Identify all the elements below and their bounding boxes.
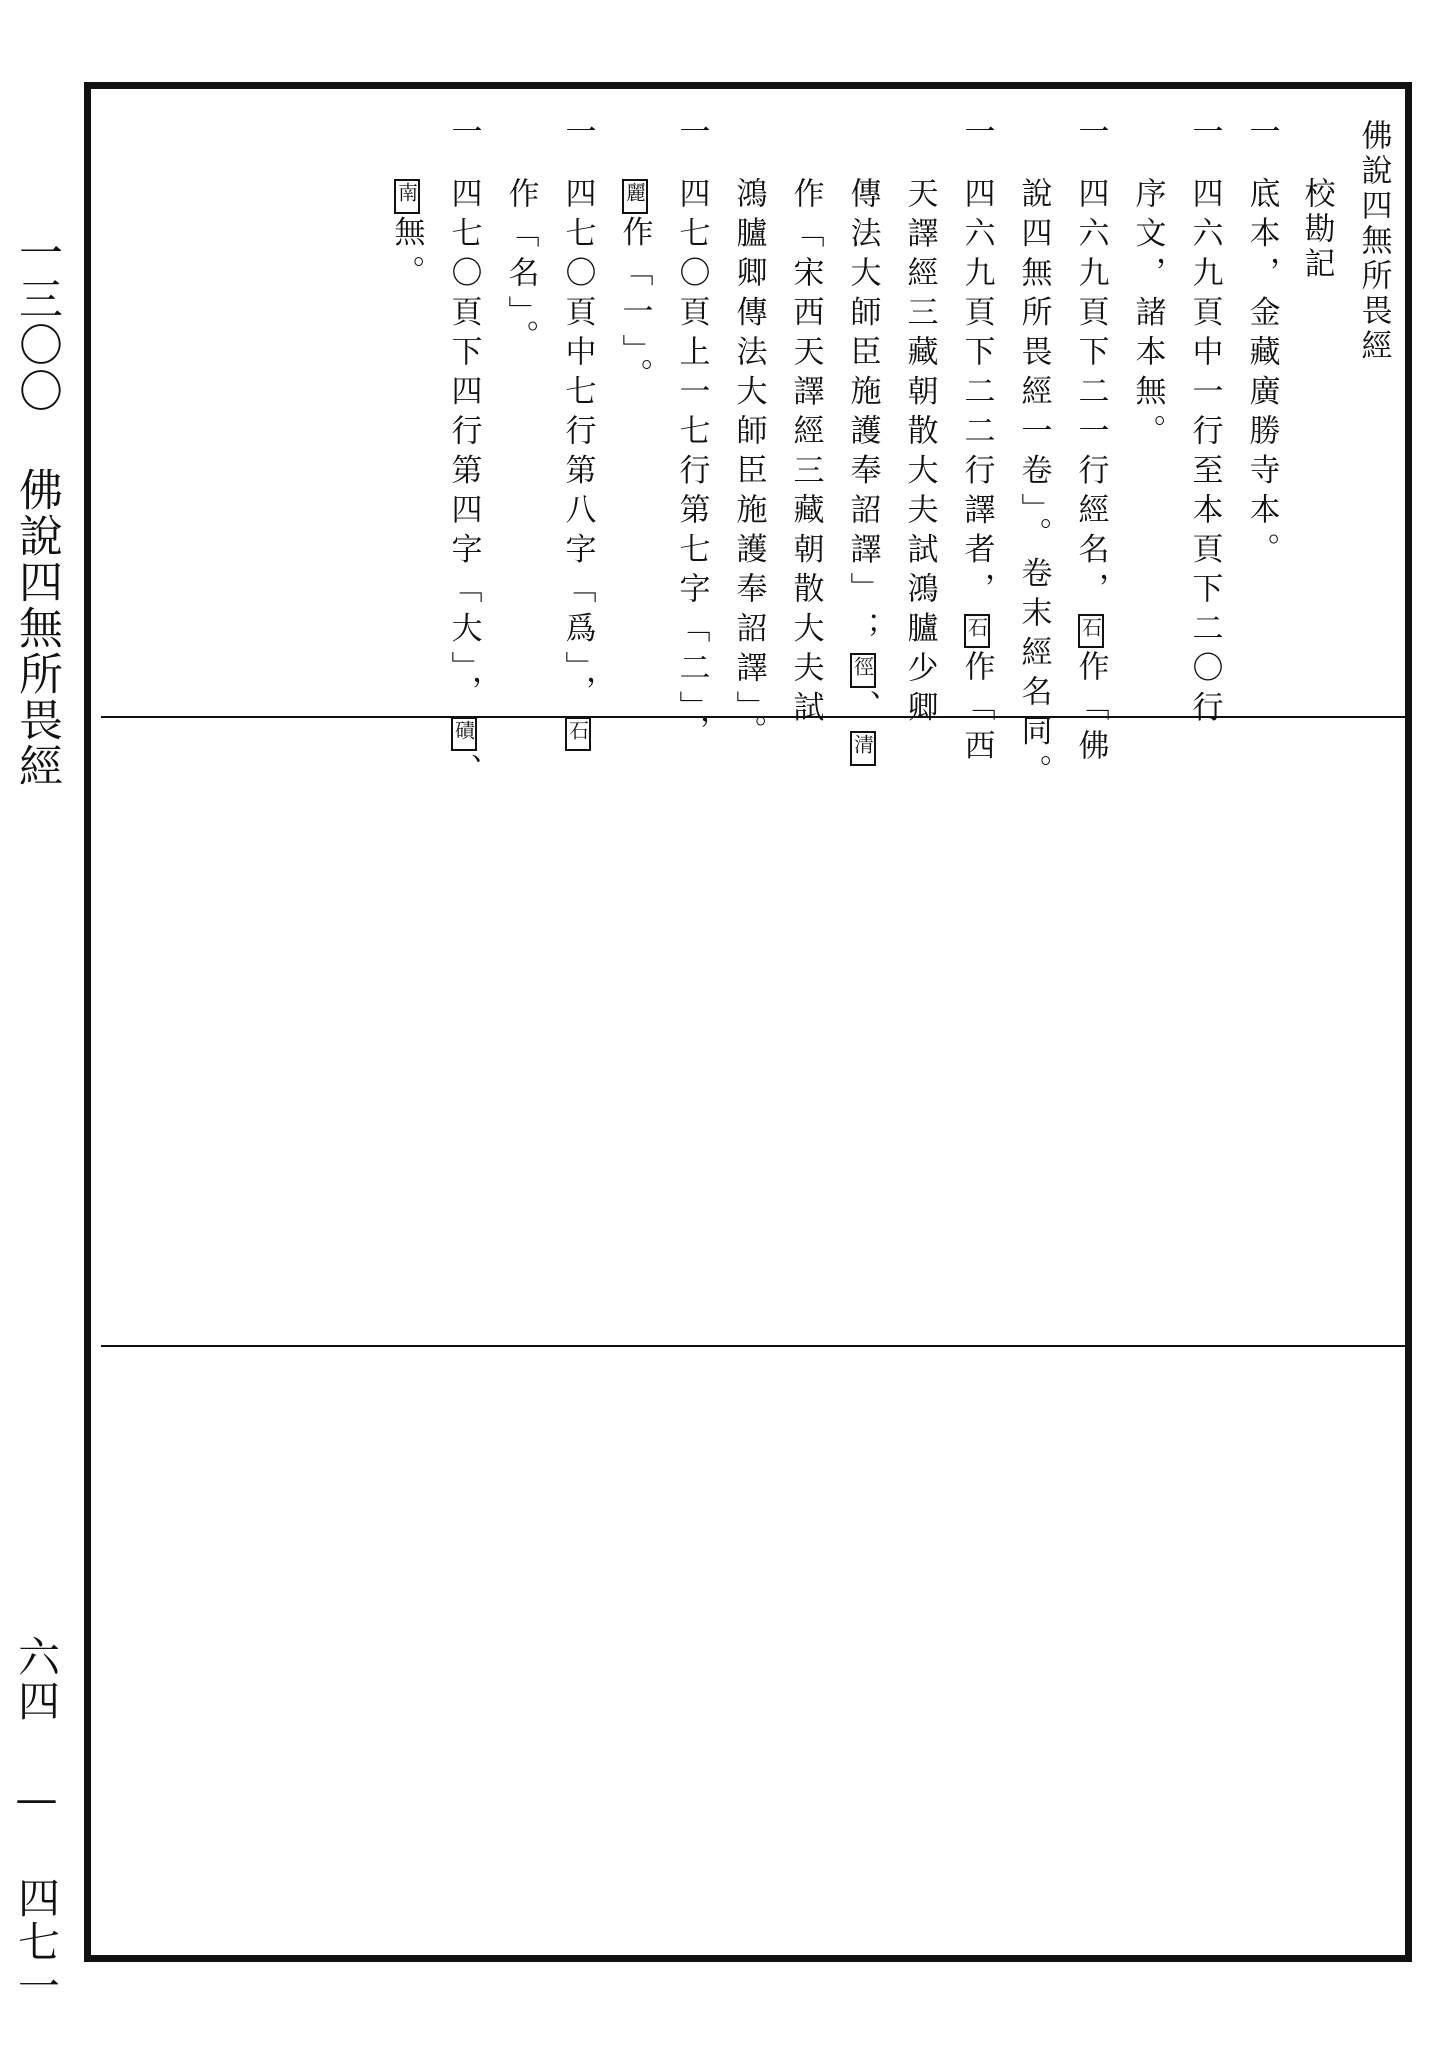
margin-right-text: 六四 — 四七一 [12, 1635, 61, 2008]
note-bullet: 一 [673, 115, 710, 155]
note-bullet: 一 [1243, 115, 1280, 155]
collation-notes-panel [121, 107, 1392, 794]
note-text: 四六九頁下二二行譯者，石作「西 [958, 177, 995, 769]
note-bullet: 一 [1072, 115, 1109, 155]
note-text: 四七〇頁下四行第四字「大」，磧、 [445, 177, 482, 793]
margin-left-title [0, 230, 72, 789]
note-text-cont: 南無。 [391, 177, 422, 295]
source-box: 徑 [850, 653, 876, 688]
note-bullet: 一 [445, 115, 482, 155]
note-text: 四七〇頁中七行第八字「爲」，石 [562, 177, 593, 753]
title-text: 佛說四無所畏經 [1355, 119, 1392, 364]
note-text: 底本，金藏廣勝寺本。 [1243, 177, 1280, 572]
note-text-cont: 鴻臚卿傳法大師臣施護奉詔譯」。 [730, 177, 767, 754]
note-text-cont: 麗作「一」。 [619, 177, 650, 398]
margin-page-number [0, 1635, 72, 2008]
source-box: 磧 [451, 717, 477, 752]
note-text: 四六九頁下二一行經名，石作「佛 [1072, 177, 1109, 769]
note-text-cont: 作「宋西天譯經三藏朝散大夫試 [787, 177, 824, 730]
note-text-cont: 說四無所畏經一卷」。卷末經名同。 [1015, 177, 1052, 794]
note-text-cont: 序文，諸本無。 [1129, 177, 1166, 454]
note-text: 四六九頁中一行至本頁下二〇行 [1186, 177, 1223, 730]
note-bullet: 一 [559, 115, 596, 155]
source-box: 石 [964, 614, 990, 649]
divider-lower [101, 1345, 1405, 1347]
source-box: 南 [394, 179, 420, 214]
subtitle-text: 校勘記 [1298, 177, 1335, 282]
source-box: 石 [565, 717, 591, 752]
page-frame [84, 82, 1412, 1962]
source-box: 麗 [622, 179, 648, 214]
note-text-cont: 作「名」。 [502, 177, 539, 359]
note-text-cont: 傳法大師臣施護奉詔譯」；徑、清 [847, 177, 878, 768]
note-text-cont: 天譯經三藏朝散大夫試鴻臚少卿 [901, 177, 938, 730]
note-bullet: 一 [1186, 115, 1223, 155]
note-bullet: 一 [958, 115, 995, 155]
margin-left-text: 一三〇〇 佛說四無所畏經 [11, 230, 62, 789]
source-box: 清 [850, 731, 876, 766]
source-box: 石 [1078, 614, 1104, 649]
note-text: 四七〇頁上一七行第七字「二」， [673, 177, 710, 754]
